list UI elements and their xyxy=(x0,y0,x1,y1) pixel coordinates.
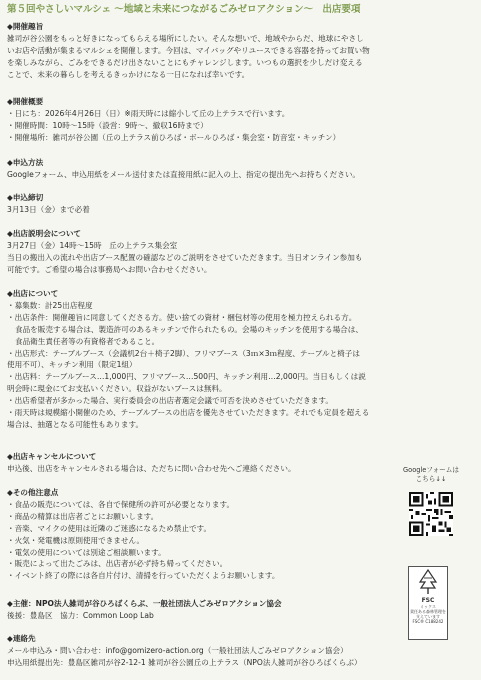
contact-line: メール申込み・問い合わせ：info@gomizero-action.org（一般社団法人ごみゼロアクション協会） xyxy=(7,645,348,655)
fsc-license: FSC® C188242 xyxy=(412,619,444,624)
organizer-line: 後援：豊島区 協力：Common Loop Lab xyxy=(7,610,154,620)
section-deadline xyxy=(7,192,477,216)
section-briefing xyxy=(7,228,477,276)
vendor-line: 食品衛生責任者等の有資格者であること。 xyxy=(15,336,160,346)
notes-line: ・イベント終了の際には各自片付け、清掃を行っていただくようお願いします。 xyxy=(7,571,280,581)
heading-contact: ◆連絡先 xyxy=(7,634,36,643)
purpose-line: いお店や活動が集まるマルシェを開催します。今回は、マイバッグやリユースできる容器を持ってお買い物 xyxy=(7,45,370,55)
cancel-line: 申込後、出店をキャンセルされる場合は、ただちに問い合わせ先へご連絡ください。 xyxy=(7,463,296,473)
notes-line: ・商品の精算は出店者ごとにお願いします。 xyxy=(7,511,159,521)
qr-caption-arrow: こちら↓↓ xyxy=(415,475,447,483)
notes-line: ・火気・発電機は原則使用できません。 xyxy=(7,535,145,545)
overview-time: ・開催時間：10時〜15時（設営：9時〜、撤収16時まで） xyxy=(7,120,208,130)
vendor-line: ・出店希望者が多かった場合、実行委員会の出店者選定会議で可否を決めさせていただきます。 xyxy=(7,396,333,406)
heading-purpose: ◆開催趣旨 xyxy=(7,22,44,31)
vendor-line: ・募集数：計25出店程度 xyxy=(7,300,93,310)
vendor-line: ・出店形式：テーブルブース（会議机2台＋椅子2脚）、フリマブース（3ｍ×3ｍ程度、テーブルと椅子は xyxy=(7,348,360,358)
fsc-mix: ミックス xyxy=(420,604,436,609)
section-apply-method xyxy=(7,157,477,181)
heading-notes: ◆その他注意点 xyxy=(7,488,59,497)
section-purpose xyxy=(7,21,477,81)
heading-apply-method: ◆申込方法 xyxy=(7,158,44,167)
deadline-line: 3月13日（金）まで必着 xyxy=(7,204,90,214)
notes-line: ・販売によって出たごみは、出店者が必ず持ち帰ってください。 xyxy=(7,559,228,569)
qr-block xyxy=(392,466,470,536)
overview-date: ・日にち：2026年4月26日（日）※雨天時には縮小して丘の上テラスで行います。 xyxy=(7,108,290,118)
overview-place: ・開催場所：雑司が谷公園（丘の上テラス前ひろば・ボールひろば・集会室・防音室・キッチン） xyxy=(7,132,341,142)
fsc-desc-2: 支えています xyxy=(416,614,440,619)
fsc-tree-logo-icon xyxy=(409,567,447,597)
briefing-line: 当日の搬出入の流れや出店ブース配置の確認などのご説明をさせていただきます。当日オンライン参加も xyxy=(7,252,363,262)
qr-code-icon[interactable] xyxy=(409,492,453,536)
section-organizer xyxy=(7,598,477,622)
heading-briefing: ◆出店説明会について xyxy=(7,229,82,238)
vendor-line: ・出店料：テーブルブース…1,000円、フリマブース…500円、キッチン利用…2,000円。当日もしくは説 xyxy=(7,372,366,382)
fsc-certification-label xyxy=(408,566,448,640)
section-contact xyxy=(7,633,477,669)
notes-line: ・音楽、マイクの使用は近隣のご迷惑になるため禁止です。 xyxy=(7,523,212,533)
vendor-line: 食品を販売する場合は、製造許可のあるキッチンで作られたもの。会場のキッチンを使用する場合は、 xyxy=(15,324,363,334)
briefing-line: 3月27日（金）14時〜15時 丘の上テラス集会室 xyxy=(7,240,178,250)
heading-deadline: ◆申込締切 xyxy=(7,193,44,202)
section-overview xyxy=(7,96,477,144)
vendor-line: 場合は、抽選となる可能性もあります。 xyxy=(7,419,144,429)
notes-line: ・電気の使用については別途ご相談願います。 xyxy=(7,547,166,557)
heading-organizer: ◆主催：NPO法人雑司が谷ひろばくらぶ、一般社団法人ごみゼロアクション協会 xyxy=(7,599,282,608)
vendor-line: ・雨天時は規模縮小開催のため、テーブルブースの出店を優先させていただきます。それでも定員を超える xyxy=(7,408,370,418)
vendor-line: 使用不可）、キッチン利用（限定1組） xyxy=(7,360,137,370)
heading-cancel: ◆出店キャンセルについて xyxy=(7,452,97,461)
heading-overview: ◆開催概要 xyxy=(7,97,44,106)
heading-vendor: ◆出店について xyxy=(7,289,59,298)
briefing-line: 可能です。ご希望の場合は事務局へお問い合わせください。 xyxy=(7,264,212,274)
apply-method-line: Googleフォーム、申込用紙をメール送付または直接用紙に記入の上、指定の提出先へお持ちください。 xyxy=(7,169,361,179)
purpose-line: を楽しみながら、ごみをできるだけ出さないことにもチャレンジします。いつもの選択を少しだけ変える xyxy=(7,57,363,67)
purpose-line: ことで、未来の暮らしを考えるきっかけになる一日になれば幸いです。 xyxy=(7,69,250,79)
vendor-line: 明会時に現金にてお支払いください。収益がないブースは無料。 xyxy=(7,384,227,394)
purpose-line: 雑司が谷公園をもっと好きになってもらえる場所にしたい。そんな想いで、地域やからだ、地球にやさし xyxy=(7,33,364,43)
fsc-logo-text: FSC xyxy=(421,597,435,604)
section-vendor xyxy=(7,288,477,431)
notes-line: ・食品の販売については、各自で保健所の許可が必要となります。 xyxy=(7,499,235,509)
contact-line: 申込用紙提出先：豊島区雑司が谷2-12-1 雑司が谷公園丘の上テラス（NPO法人雑司が谷ひろばくらぶ） xyxy=(7,657,362,667)
vendor-line: ・出店条件：開催趣旨に同意してくださる方。使い捨ての資材・梱包材等の使用を極力控えられる方。 xyxy=(7,312,357,322)
qr-caption: Googleフォームは xyxy=(403,466,459,474)
page-title: 第５回やさしいマルシェ 〜地域と未来につながるごみゼロアクション〜 出店要項 xyxy=(7,4,361,15)
fsc-desc-1: 責任ある森林管理を xyxy=(410,609,446,614)
